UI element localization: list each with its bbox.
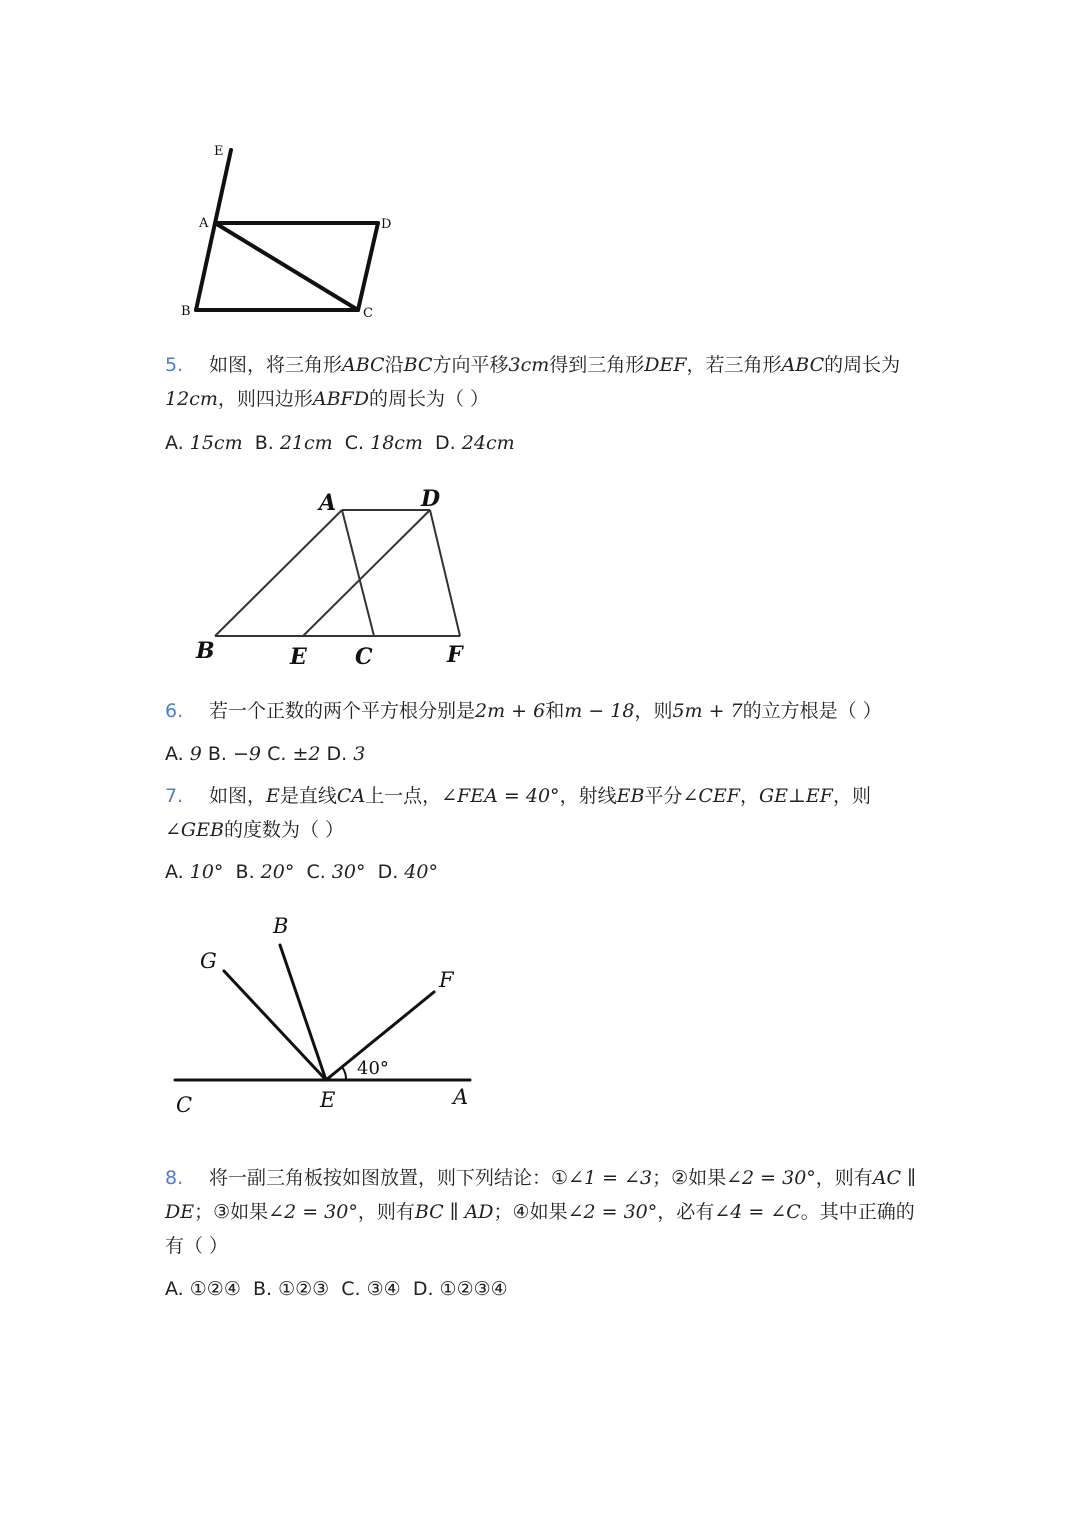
option-d[interactable]: D. 24cm bbox=[435, 432, 515, 454]
label-b: B bbox=[181, 304, 191, 319]
options-q6 bbox=[165, 739, 365, 769]
label-b: B bbox=[273, 914, 289, 938]
option-d[interactable]: D. 40° bbox=[377, 861, 438, 883]
label-d: D bbox=[381, 217, 392, 232]
line-ac bbox=[215, 223, 358, 310]
option-c[interactable]: C. ±2 bbox=[267, 743, 321, 765]
angle-label: 40° bbox=[357, 1058, 389, 1079]
option-b[interactable]: B. −9 bbox=[207, 743, 262, 765]
label-e: E bbox=[320, 1088, 336, 1112]
label-g: G bbox=[200, 949, 217, 973]
line-dc bbox=[358, 223, 378, 310]
question-number: 7. bbox=[165, 785, 184, 807]
label-e: E bbox=[214, 144, 224, 159]
label-c: C bbox=[363, 306, 373, 321]
option-c[interactable]: C. ③④ bbox=[341, 1278, 401, 1300]
angle-arc bbox=[342, 1067, 346, 1080]
line-ac bbox=[342, 510, 374, 636]
options-q5 bbox=[165, 428, 515, 458]
label-f: F bbox=[439, 968, 454, 992]
label-a: A bbox=[453, 1085, 469, 1109]
option-a[interactable]: A. 15cm bbox=[165, 432, 243, 454]
label-e: E bbox=[290, 644, 307, 670]
label-c: C bbox=[355, 644, 373, 670]
label-c: C bbox=[176, 1093, 193, 1117]
question-number: 8. bbox=[165, 1167, 184, 1189]
figure-parallelogram bbox=[170, 135, 410, 325]
question-7: 7. 如图，E是直线CA上一点，∠FEA = 40°，射线EB平分∠CEF，GE⊥EF，则∠GEB的度数为（ ） bbox=[165, 779, 925, 847]
figure-angles bbox=[160, 905, 490, 1120]
question-6: 6. 若一个正数的两个平方根分别是2m + 6和m − 18，则5m + 7的立方根是（ ） bbox=[165, 694, 925, 728]
option-d[interactable]: D. 3 bbox=[326, 743, 366, 765]
option-b[interactable]: B. ①②③ bbox=[252, 1278, 330, 1300]
options-q7 bbox=[165, 857, 438, 887]
line-df bbox=[430, 510, 460, 636]
question-number: 6. bbox=[165, 700, 184, 722]
question-number: 5. bbox=[165, 354, 184, 376]
label-f: F bbox=[447, 642, 463, 668]
ray-eb bbox=[280, 945, 326, 1080]
label-b: B bbox=[196, 638, 215, 664]
option-c[interactable]: C. 18cm bbox=[344, 432, 423, 454]
option-a[interactable]: A. 10° bbox=[165, 861, 224, 883]
options-q8 bbox=[165, 1274, 508, 1304]
option-c[interactable]: C. 30° bbox=[306, 861, 366, 883]
question-5: 5. 如图，将三角形ABC沿BC方向平移3cm得到三角形DEF，若三角形ABC的周长为12cm，则四边形ABFD的周长为（ ） bbox=[165, 348, 925, 416]
option-b[interactable]: B. 21cm bbox=[254, 432, 333, 454]
question-8: 8. 将一副三角板按如图放置，则下列结论：①∠1 = ∠3；②如果∠2 = 30°，则有AC ∥ DE；③如果∠2 = 30°，则有BC ∥ AD；④如果∠2 = 30°，必有∠4 = ∠C。其中正确的有（ ） bbox=[165, 1161, 925, 1263]
label-a: A bbox=[199, 216, 209, 231]
label-d: D bbox=[421, 486, 441, 512]
label-a: A bbox=[319, 490, 337, 516]
ray-eg bbox=[224, 971, 326, 1080]
option-a[interactable]: A. ①②④ bbox=[165, 1278, 241, 1300]
option-a[interactable]: A. 9 bbox=[165, 743, 202, 765]
option-b[interactable]: B. 20° bbox=[235, 861, 295, 883]
option-d[interactable]: D. ①②③④ bbox=[412, 1278, 508, 1300]
figure-translation bbox=[185, 480, 485, 675]
